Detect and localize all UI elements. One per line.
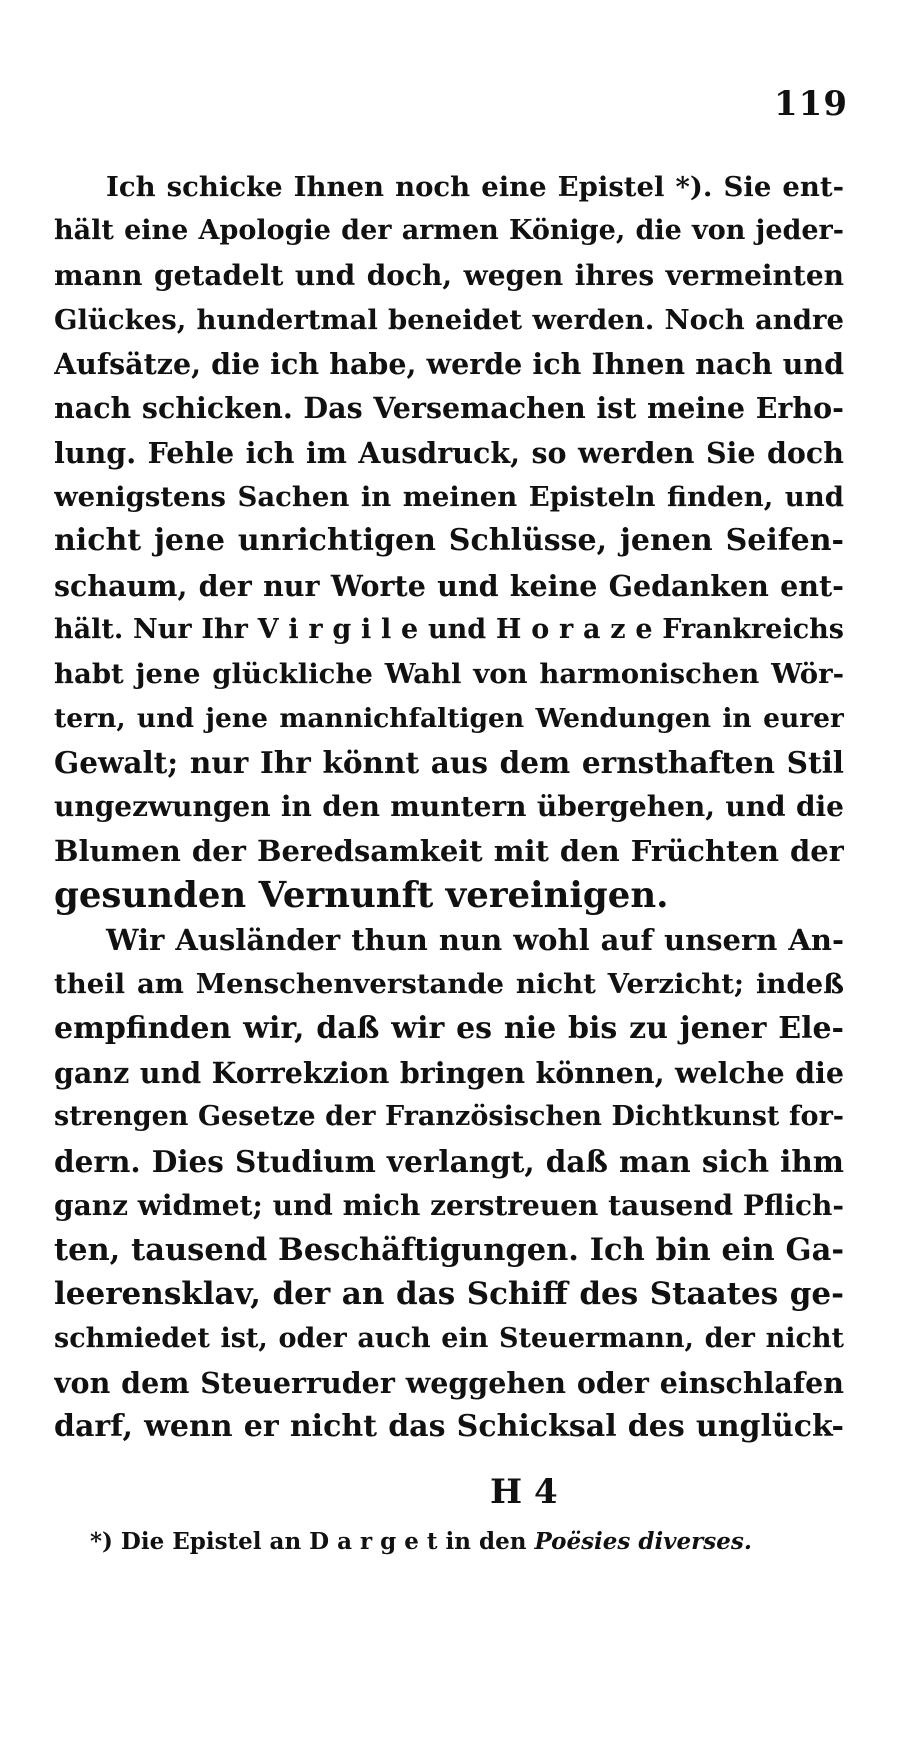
text-line: Ich schicke Ihnen noch eine Epistel *). Sie ent-: [106, 171, 844, 203]
text-line: nicht jene unrichtigen Schlüsse, jenen Seifen-: [54, 523, 844, 559]
text-line: von dem Steuerruder weggehen oder einschlafen: [54, 1366, 844, 1401]
text-line: wenigstens Sachen in meinen Episteln finden, und: [54, 481, 844, 514]
text-line: empfinden wir, daß wir es nie bis zu jener Ele-: [54, 1010, 844, 1046]
footnote-text: *) Die Epistel an D a r g e t in den: [90, 1528, 535, 1555]
body-text: [54, 165, 844, 1450]
text-line: mann getadelt und doch, wegen ihres vermeinten: [54, 258, 844, 292]
text-line: schaum, der nur Worte und keine Gedanken ent-: [54, 568, 844, 603]
text-line: nach schicken. Das Versemachen ist meine Erho-: [54, 391, 844, 426]
text-line: Aufsätze, die ich habe, werde ich Ihnen nach und: [54, 347, 844, 382]
printer-signature: H 4: [490, 1472, 558, 1512]
text-line: schmiedet ist, oder auch ein Steuermann, der nicht: [54, 1322, 844, 1354]
text-line: ten, tausend Beschäftigungen. Ich bin ein Ga-: [54, 1232, 844, 1269]
text-line: darf, wenn er nicht das Schicksal des unglück-: [54, 1409, 844, 1445]
text-line: hält. Nur Ihr V i r g i l e und H o r a z e Frankreichs: [54, 613, 844, 645]
text-line: hält eine Apologie der armen Könige, die von jeder-: [54, 215, 844, 247]
text-line: gesunden Vernunft vereinigen.: [54, 874, 669, 916]
text-line: Blumen der Beredsamkeit mit den Früchten der: [54, 834, 844, 869]
text-line: Glückes, hundertmal beneidet werden. Noch andre: [54, 303, 844, 336]
text-line: ungezwungen in den muntern übergehen, und die: [54, 790, 844, 824]
text-line: lung. Fehle ich im Ausdruck, so werden Sie doch: [54, 435, 844, 470]
text-line: tern, und jene mannichfaltigen Wendungen in eurer: [54, 702, 844, 734]
text-line: leerensklav, der an das Schiff des Staates ge-: [54, 1276, 844, 1313]
text-line: ganz und Korrekzion bringen können, welche die: [54, 1055, 844, 1090]
text-line: Gewalt; nur Ihr könnt aus dem ernsthaften Stil: [54, 744, 844, 780]
footnote: [90, 1528, 752, 1555]
text-line: ganz widmet; und mich zerstreuen tausend Pflich-: [54, 1188, 844, 1222]
text-line: habt jene glückliche Wahl von harmonischen Wör-: [54, 658, 844, 691]
text-line: Wir Ausländer thun nun wohl auf unsern An-: [106, 923, 844, 958]
text-line: strengen Gesetze der Französischen Dichtkunst for-: [54, 1101, 844, 1133]
page-number: 119: [774, 84, 848, 124]
footnote-french-title: Poësies diverses.: [534, 1528, 752, 1555]
text-line: theil am Menschenverstande nicht Verzicht; indeß: [54, 968, 844, 1001]
text-line: dern. Dies Studium verlangt, daß man sich ihm: [54, 1143, 844, 1179]
